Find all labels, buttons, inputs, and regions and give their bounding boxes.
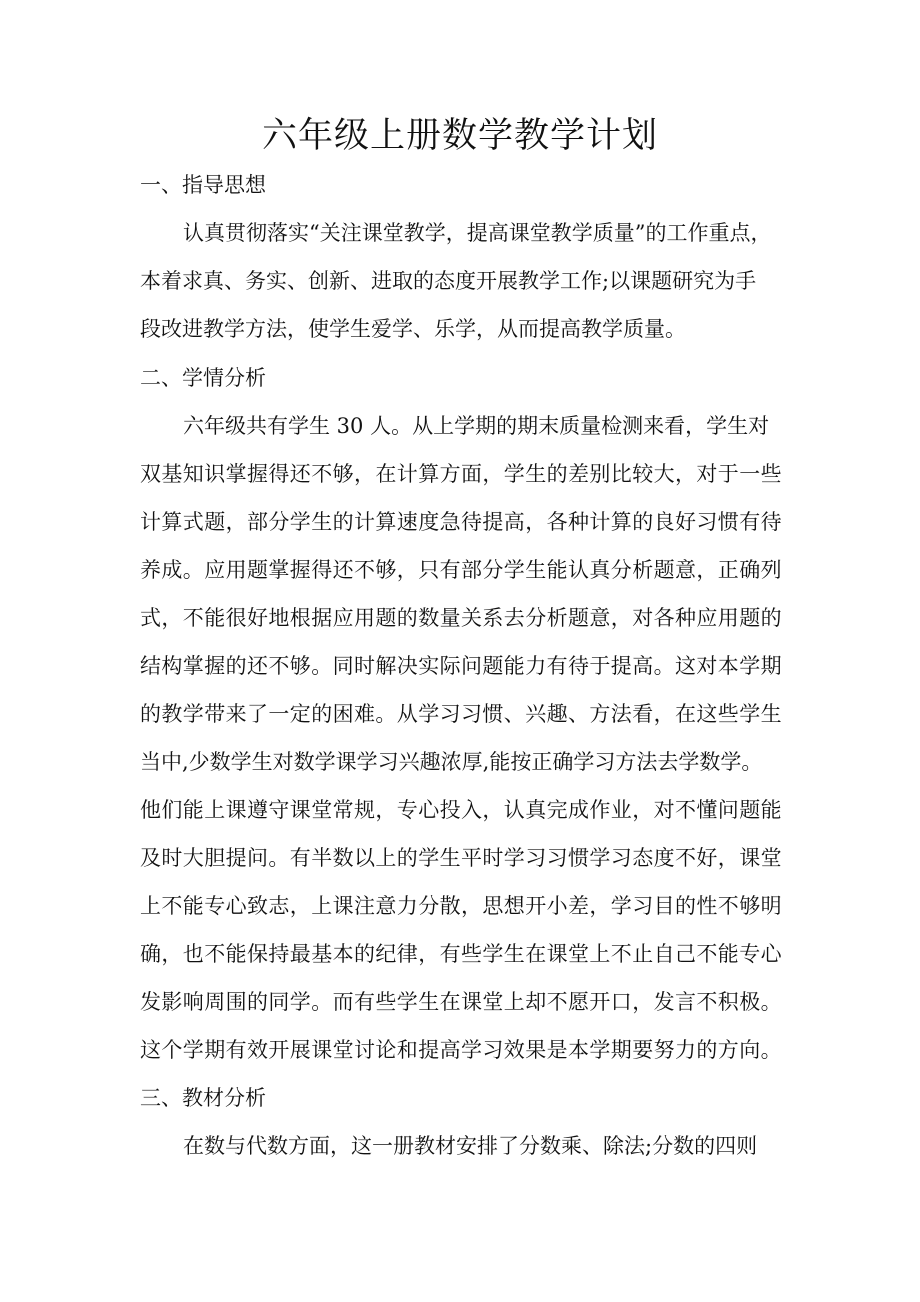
paragraph-line: 上不能专心致志，上课注意力分散，思想开小差，学习目的性不够明 — [140, 894, 782, 918]
section-heading: 二、学情分析 — [140, 366, 266, 390]
paragraph-line: 确，也不能保持最基本的纪律，有些学生在课堂上不止自己不能专心 — [140, 942, 782, 966]
paragraph-line: 养成。应用题掌握得还不够，只有部分学生能认真分析题意，正确列 — [140, 558, 782, 582]
paragraph-line: 他们能上课遵守课堂常规，专心投入，认真完成作业，对不懂问题能 — [140, 798, 782, 822]
paragraph-line: 计算式题，部分学生的计算速度急待提高，各种计算的良好习惯有待 — [140, 510, 782, 534]
section-heading: 三、教材分析 — [140, 1086, 266, 1110]
paragraph-line: 当中,少数学生对数学课学习兴趣浓厚,能按正确学习方法去学数学。 — [140, 750, 763, 774]
paragraph-line: 认真贯彻落实“关注课堂教学，提高课堂教学质量”的工作重点， — [183, 221, 772, 245]
paragraph-line: 的教学带来了一定的困难。从学习习惯、兴趣、方法看，在这些学生 — [140, 702, 782, 726]
paragraph-line: 在数与代数方面，这一册教材安排了分数乘、除法;分数的四则 — [183, 1134, 758, 1158]
paragraph-line: 式，不能很好地根据应用题的数量关系去分析题意，对各种应用题的 — [140, 606, 782, 630]
paragraph-line: 及时大胆提问。有半数以上的学生平时学习习惯学习态度不好，课堂 — [140, 846, 782, 870]
paragraph-line: 结构掌握的还不够。同时解决实际问题能力有待于提高。这对本学期 — [140, 654, 782, 678]
document-title: 六年级上册数学教学计划 — [261, 116, 658, 156]
paragraph-line: 段改进教学方法，使学生爱学、乐学，从而提高教学质量。 — [140, 317, 686, 341]
paragraph-line: 本着求真、务实、创新、进取的态度开展教学工作;以课题研究为手 — [140, 269, 757, 293]
paragraph-line: 双基知识掌握得还不够，在计算方面，学生的差别比较大，对于一些 — [140, 462, 782, 486]
section-heading: 一、指导思想 — [140, 173, 266, 197]
paragraph-line: 这个学期有效开展课堂讨论和提高学习效果是本学期要努力的方向。 — [140, 1038, 782, 1062]
paragraph-line: 发影响周围的同学。而有些学生在课堂上却不愿开口，发言不积极。 — [140, 990, 782, 1014]
paragraph-line: 六年级共有学生 30 人。从上学期的期末质量检测来看，学生对 — [183, 414, 770, 438]
